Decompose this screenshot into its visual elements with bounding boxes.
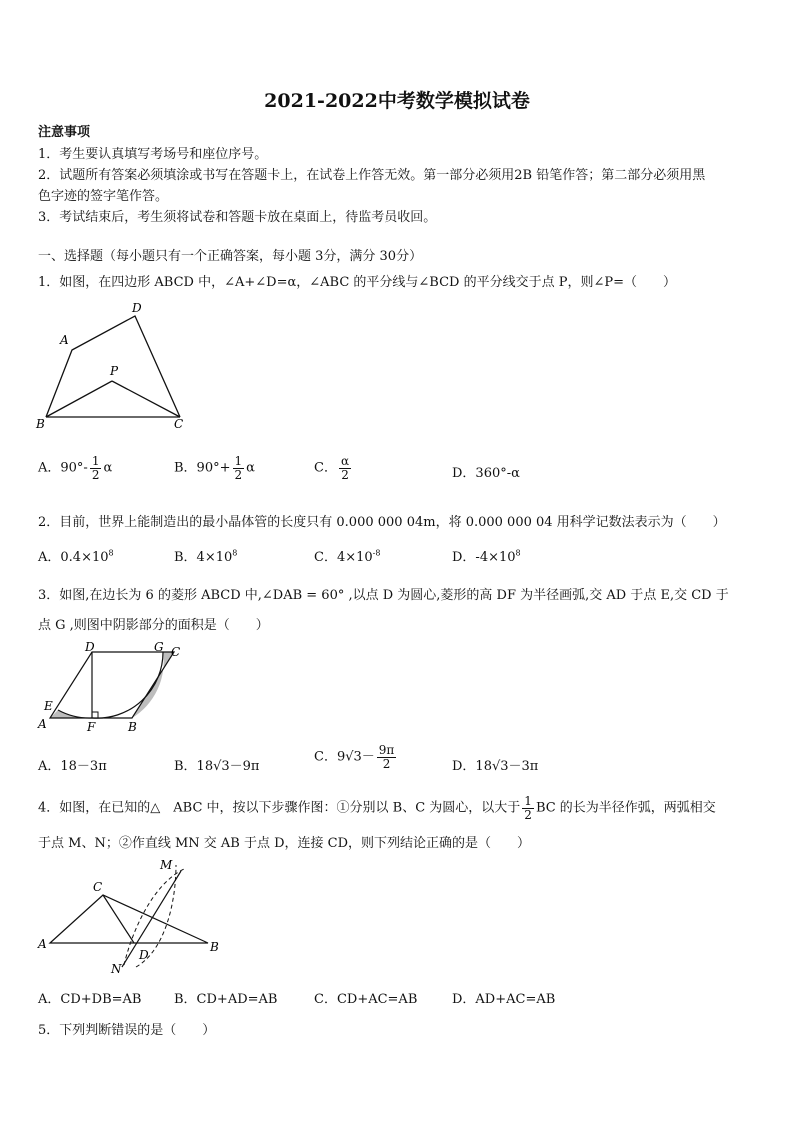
denominator: 2 — [382, 756, 391, 771]
question-5-stem: 5．下列判断错误的是（ ） — [38, 1023, 216, 1038]
question-2-option-b[interactable] — [174, 546, 237, 565]
notice-item-3: 3．考试结束后，考生须将试卷和答题卡放在桌面上，待监考员收回。 — [38, 210, 437, 225]
label-a: A — [60, 333, 69, 347]
question-1-option-b[interactable] — [174, 455, 255, 481]
exponent: 8 — [515, 548, 521, 558]
page-title: 2021-2022中考数学模拟试卷 — [264, 90, 530, 112]
question-3-stem-line-2: 点 G ,则图中阴影部分的面积是（ ） — [38, 618, 269, 633]
option-d-text: D．-4×10 — [452, 550, 516, 565]
right-angle-mark — [92, 712, 98, 718]
label-d: D — [132, 301, 142, 315]
bisector-bp — [46, 381, 112, 417]
denominator: 2 — [524, 807, 532, 822]
fraction — [90, 455, 102, 481]
option-c-prefix: C． — [314, 460, 337, 476]
label-f: F — [87, 720, 96, 734]
numerator: 9π — [378, 743, 395, 757]
label-d: D — [85, 642, 95, 654]
label-b: B — [128, 720, 137, 734]
question-1-stem: 1．如图，在四边形 ABCD 中，∠A+∠D=α，∠ABC 的平分线与∠BCD 的平分线交于点 P，则∠P=（ ） — [38, 275, 677, 290]
label-e: E — [44, 699, 53, 713]
question-4-option-d[interactable]: D．AD+AC=AB — [452, 992, 556, 1007]
label-n: N — [111, 962, 122, 976]
shaded-region-left — [50, 710, 92, 718]
label-b: B — [210, 940, 219, 954]
question-3-figure — [36, 642, 196, 737]
fraction — [522, 795, 534, 821]
numerator: 1 — [234, 454, 243, 468]
section-heading: 一、选择题（每小题只有一个正确答案，每小题 3分，满分 30分） — [38, 249, 423, 264]
question-4-option-c[interactable]: C．CD+AC=AB — [314, 992, 418, 1007]
option-c-prefix: C．9√3－ — [314, 749, 375, 765]
numerator: 1 — [524, 794, 532, 808]
denominator: 2 — [91, 467, 100, 482]
option-c-text: C．4×10 — [314, 550, 373, 565]
question-3-option-a[interactable]: A．18－3π — [38, 759, 107, 774]
label-m: M — [160, 858, 173, 872]
option-b-suffix: α — [246, 460, 255, 476]
question-4-figure — [36, 855, 226, 980]
question-2-stem: 2．目前，世界上能制造出的最小晶体管的长度只有 0.000 000 04m，将 0.000 000 04 用科学记数法表示为（ ） — [38, 515, 726, 530]
option-a-text: A．0.4×10 — [38, 550, 109, 565]
label-p: P — [110, 364, 119, 378]
fraction — [377, 744, 397, 770]
exponent: 8 — [108, 548, 114, 558]
exponent: -8 — [372, 548, 381, 558]
fraction — [233, 455, 245, 481]
option-b-prefix: B．90°+ — [174, 460, 231, 476]
question-1-figure — [34, 300, 194, 435]
label-b: B — [36, 417, 45, 431]
label-g: G — [154, 642, 164, 654]
label-c: C — [171, 645, 181, 659]
question-3-option-c[interactable] — [314, 744, 398, 770]
option-b-text: B．4×10 — [174, 550, 233, 565]
label-c: C — [93, 880, 103, 894]
question-4-option-b[interactable]: B．CD+AD=AB — [174, 992, 278, 1007]
numerator: α — [340, 454, 350, 468]
option-a-prefix: A．90°- — [38, 460, 88, 476]
question-2-option-a[interactable] — [38, 546, 114, 565]
notice-item-2-cont: 色字迹的签字笔作答。 — [38, 189, 169, 204]
exponent: 8 — [232, 548, 238, 558]
notice-item-1: 1．考生要认真填写考场号和座位序号。 — [38, 147, 268, 162]
numerator: 1 — [91, 454, 100, 468]
question-3-stem-line-1: 3．如图,在边长为 6 的菱形 ABCD 中,∠DAB = 60° ,以点 D 为圆心,菱形的高 DF 为半径画弧,交 AD 于点 E,交 CD 于 — [38, 588, 729, 603]
question-1-option-d[interactable]: D．360°-α — [452, 466, 520, 481]
question-4-stem-line-2: 于点 M、N；②作直线 MN 交 AB 于点 D，连接 CD，则下列结论正确的是（ ） — [38, 836, 531, 851]
stem-part-2: BC 的长为半径作弧，两弧相交 — [535, 800, 716, 816]
notice-heading: 注意事项 — [38, 125, 91, 140]
label-a: A — [38, 717, 47, 731]
question-3-option-d[interactable]: D．18√3－3π — [452, 759, 539, 774]
question-4-option-a[interactable]: A．CD+DB=AB — [38, 992, 142, 1007]
fraction — [339, 455, 351, 481]
question-2-option-c[interactable] — [314, 546, 380, 565]
option-a-suffix: α — [103, 460, 113, 476]
question-1-option-c[interactable] — [314, 455, 353, 481]
stem-part-1: 4．如图，在已知的△ ABC 中，按以下步骤作图：①分别以 B、C 为圆心，以大于 — [38, 800, 521, 816]
label-d: D — [139, 948, 149, 962]
question-1-option-a[interactable] — [38, 455, 112, 481]
denominator: 2 — [341, 467, 349, 482]
line-mn — [122, 871, 181, 967]
question-2-option-d[interactable] — [452, 546, 521, 565]
label-c: C — [174, 417, 184, 431]
label-a: A — [38, 937, 47, 951]
denominator: 2 — [234, 467, 243, 482]
bisector-cp — [112, 381, 180, 417]
question-3-option-b[interactable]: B．18√3－9π — [174, 759, 260, 774]
question-4-stem-line-1 — [38, 795, 716, 821]
notice-item-2: 2．试题所有答案必须填涂或书写在答题卡上，在试卷上作答无效。第一部分必须用2B 铅笔作答；第二部分必须用黑 — [38, 168, 706, 183]
